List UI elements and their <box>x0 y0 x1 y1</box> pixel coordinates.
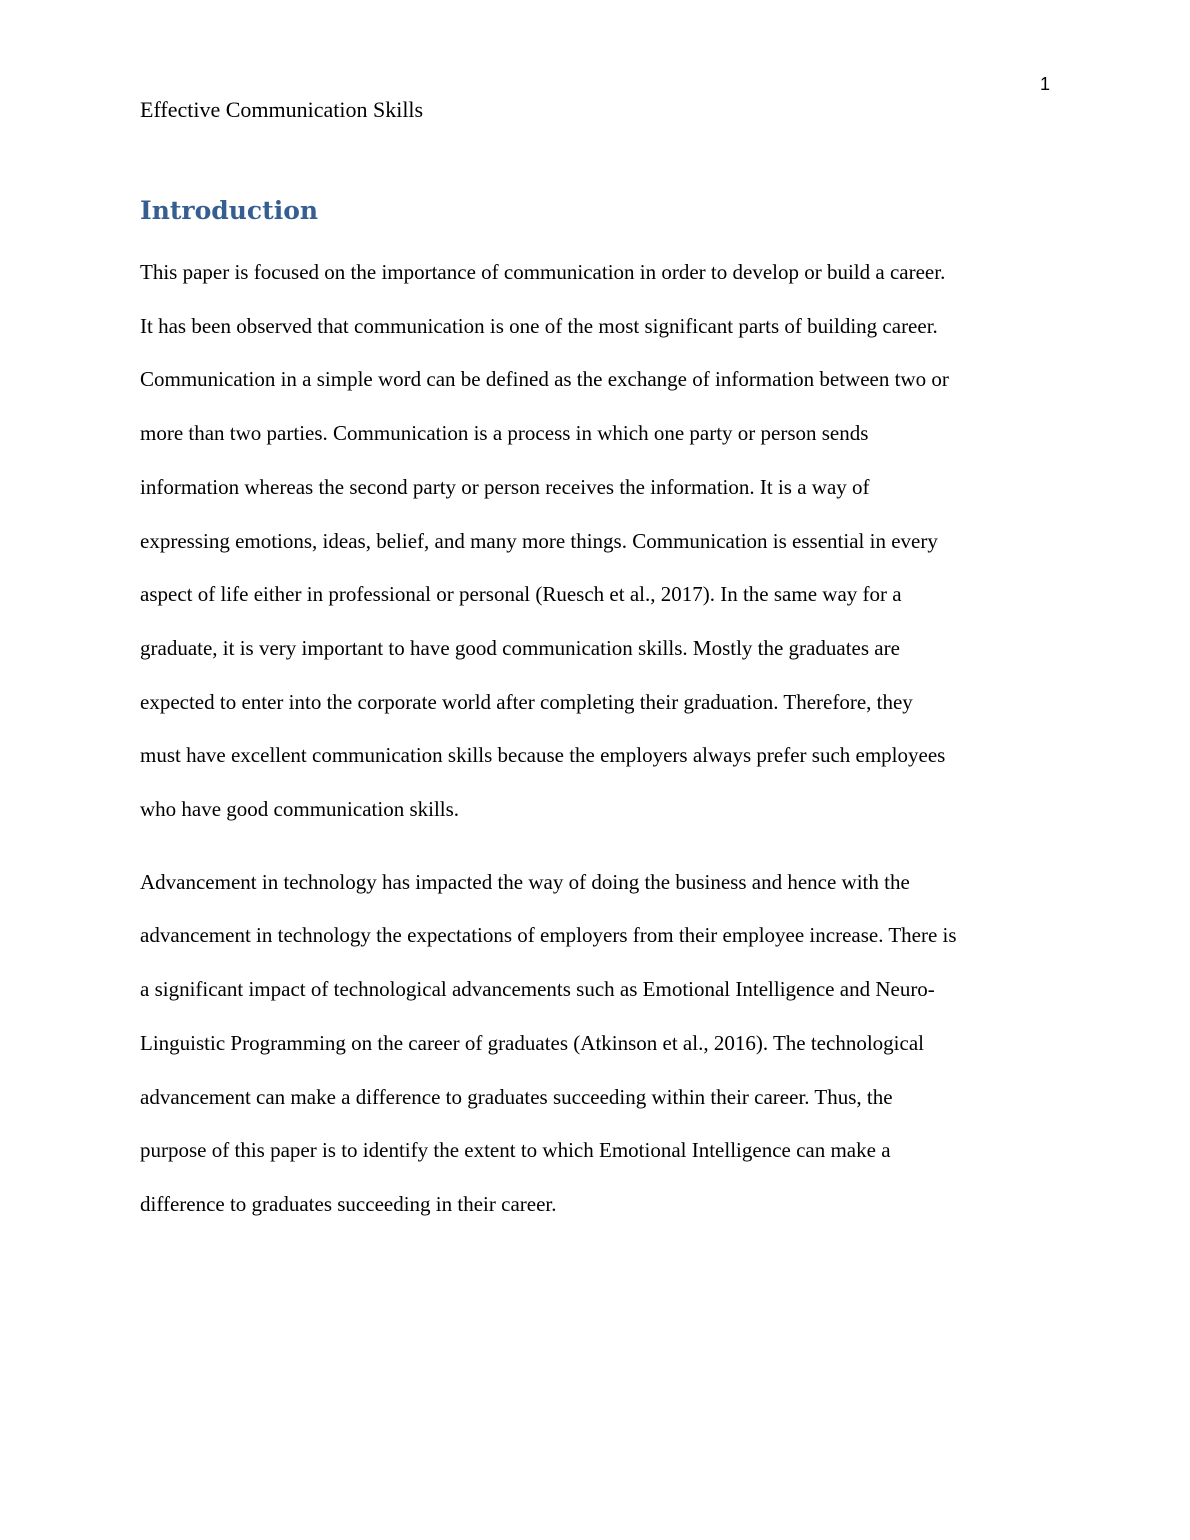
text-line: Linguistic Programming on the career of graduates (Atkinson et al., 2016). The technological <box>140 1030 924 1055</box>
text-line: more than two parties. Communication is a process in which one party or person sends <box>140 421 869 446</box>
page-number: 1 <box>1039 74 1050 94</box>
paragraph-1 <box>140 246 1060 837</box>
text-line: a significant impact of technological advancements such as Emotional Intelligence and Neuro- <box>140 977 935 1002</box>
text-line: aspect of life either in professional or personal (Ruesch et al., 2017). In the same way for a <box>140 582 902 607</box>
text-line: who have good communication skills. <box>140 797 460 822</box>
section-heading: Introduction <box>140 196 319 225</box>
paragraph-2 <box>140 856 1060 1232</box>
running-head: Effective Communication Skills <box>140 97 424 122</box>
text-line: expressing emotions, ideas, belief, and many more things. Communication is essential in every <box>140 528 938 553</box>
text-line: graduate, it is very important to have good communication skills. Mostly the graduates are <box>140 635 900 660</box>
text-line: It has been observed that communication is one of the most significant parts of building career. <box>140 313 938 338</box>
text-line: purpose of this paper is to identify the extent to which Emotional Intelligence can make a <box>140 1138 891 1163</box>
text-line: difference to graduates succeeding in their career. <box>140 1191 557 1216</box>
text-line: advancement can make a difference to graduates succeeding within their career. Thus, the <box>140 1084 893 1109</box>
text-line: Communication in a simple word can be defined as the exchange of information between two or <box>140 367 949 392</box>
text-line: expected to enter into the corporate world after completing their graduation. Therefore, they <box>140 689 913 714</box>
text-line: advancement in technology the expectations of employers from their employee increase. There is <box>140 923 957 948</box>
text-line: Advancement in technology has impacted the way of doing the business and hence with the <box>140 869 910 894</box>
document-body <box>140 246 1060 1232</box>
text-line: must have excellent communication skills because the employers always prefer such employees <box>140 743 946 768</box>
text-line: This paper is focused on the importance of communication in order to develop or build a career. <box>140 260 946 284</box>
text-line: information whereas the second party or person receives the information. It is a way of <box>140 474 870 499</box>
